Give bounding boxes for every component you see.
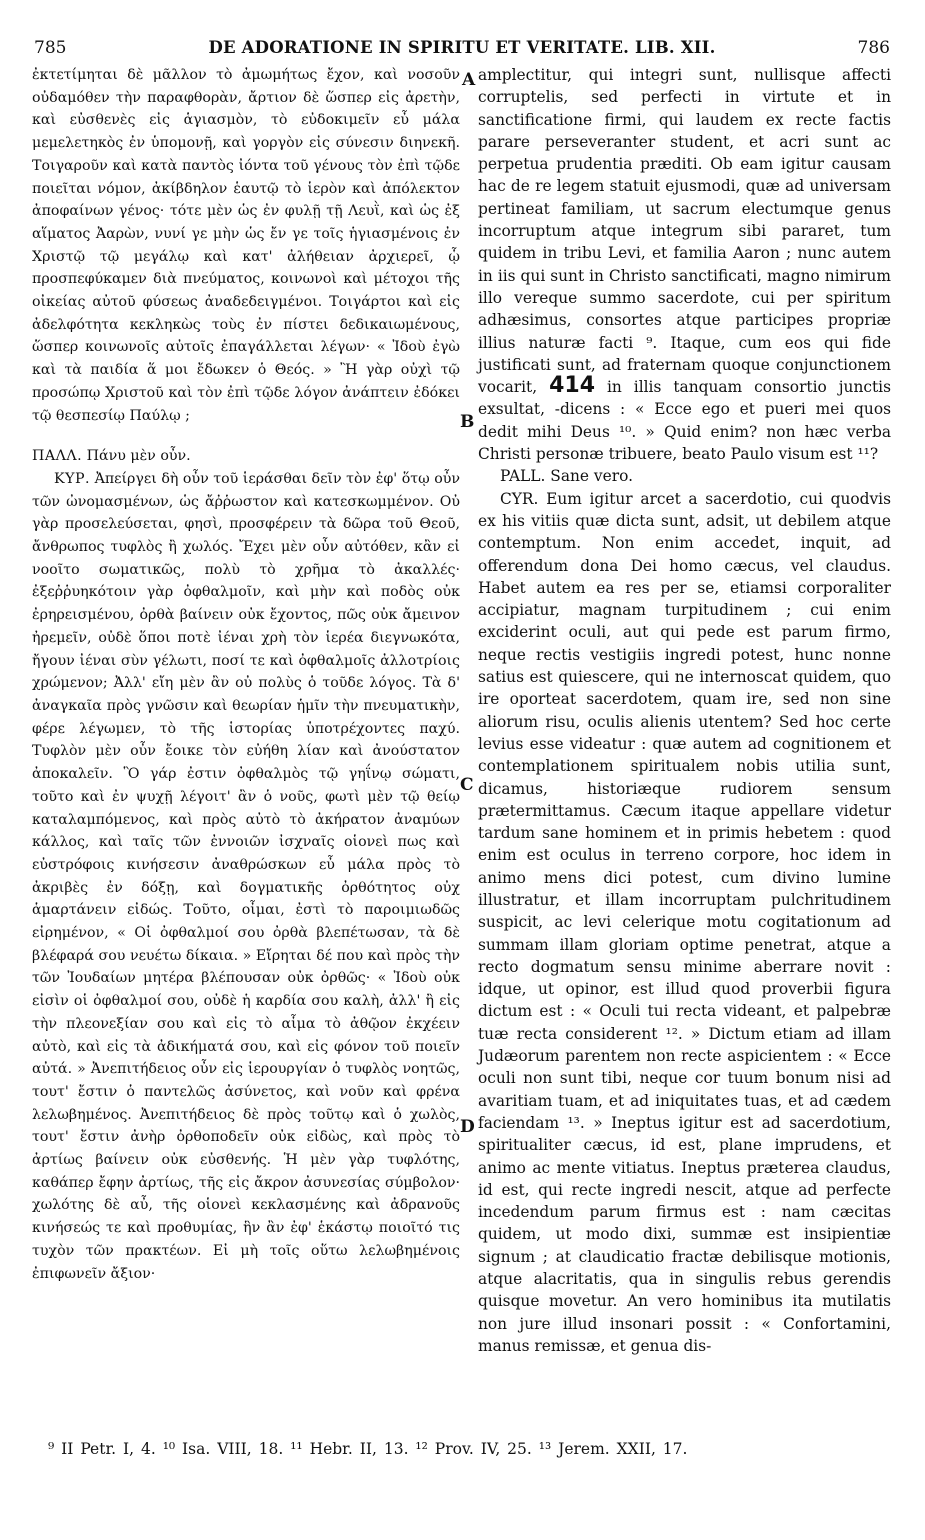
greek-speaker-cyr: ΚΥΡ.: [54, 470, 91, 487]
section-mark-a: A: [462, 70, 476, 90]
latin-body: Eum igitur arcet a sacerdotio, cui quodvis ex his vitiis quæ dicta sunt, adsit, ut debilem atque contemptum. Non enim accedet, inquit, ad offerendum dona Dei homo cæcus, vel claudus. Habet autem ea res per se, etiamsi corporaliter accipiatur, magnam turpitudinem ; cui enim exciderint oculi, aut qui pede est parum firmo, neque rectis vestigiis ingredi potest, hunc nonne satius est quiescere, qui ne internoscat quidem, quo ire oporteat sacerdotem, quam ire, sed non sine aliorum risu, oculis alienis utentem? Sed hoc certe levius esse videatur : quæ autem ad cognitionem et contemplationem spiritualem nobis utilia sunt, dicamus, historiæque rudiorem sensum prætermittamus. Cæcum itaque appellare videtur tardum sane hominem et in primis hebetem : quod enim est oculus in terreno corpore, hoc idem in animo mens dici potest, cum divino lumine illustratur, et illam incorruptam pulchritudinem suspicit, ac levi celerique motu cogitationum ad summam illam gloriam optime penetrat, atque a recto dogmatum sensu minime aberrare novit : idque, ut opinor, est illud quod proverbii figura dictum est : « Oculi tui recta videant, et palpebræ tuæ recta considerent ¹². » Dictum etiam ad illam Judæorum parentem non recte aspicientem : « Ecce oculi non sunt tibi, neque cor tuum bonum nisi ad avaritiam tuam, et ad iniquitates tuas, et ad cædem faciendam ¹³. » Ineptus igitur est ad sacerdotium, spiritualiter cæcus, id est, plane imprudens, et animo ac mente vitiatus. Ineptus præterea claudus, id est, qui recte ingredi nescit, atque ad perfecte incedendum parum firmus est : nam cæcitas quidem, ut modo dixi, summæ est insipientiæ signum ; at claudicatio fractæ debilisque motionis, atque alacritatis, qua in singulis rebus gerendis quisque movetur. An vero hominibus ita mutilatis non jure illud insonari possit : « Confortamini, manus remissæ, et genua dis-: [478, 489, 891, 1355]
greek-paragraph-2: [32, 445, 460, 468]
latin-speaker-pall: PALL.: [500, 467, 546, 486]
latin-reply: Sane vero.: [550, 467, 633, 486]
page-number-left: 785: [34, 38, 67, 58]
latin-paragraph-1: [478, 64, 891, 465]
page-header: [34, 38, 890, 64]
section-mark-c: C: [460, 775, 474, 795]
page-number-right: 786: [857, 38, 890, 58]
running-title: DE ADORATIONE IN SPIRITU ET VERITATE. LIB. XII.: [208, 38, 716, 57]
latin-text-1a: amplectitur, qui integri sunt, nullisque affecti corruptelis, sed perfecti in virtute et in sanctificatione firmi, qui laudem ex recte factis parare perseveranter student, et acri sunt ac perpetua prudentia præditi. Ob eam igitur causam hac de re legem statuit ejusmodi, quæ ad universam pertineat familiam, ut sacrum electumque genus incorruptum atque integrum sibi pararet, tum quidem in tribu Levi, et familia Aaron ; nunc autem in iis qui sunt in Christo sanctificati, magno nimirum illo vereque summo sacerdote, cui per spiritum adhæsimus, consortes atque participes propriæ illius naturæ facti ⁹. Itaque, cum eos qui fide justificati sunt, ad fraternam quoque conjunctionem vocarit,: [478, 66, 891, 397]
latin-paragraph-3: [478, 488, 891, 1358]
greek-paragraph-3: [32, 468, 460, 1285]
section-mark-b: B: [460, 412, 475, 432]
latin-column: [478, 64, 891, 1357]
latin-paragraph-2: [478, 465, 891, 487]
greek-reply: Πάνυ μὲν οὖν.: [86, 448, 191, 465]
section-mark-d: D: [460, 1117, 475, 1137]
greek-column: [32, 64, 460, 1285]
marginal-number: 414: [549, 373, 596, 399]
greek-paragraph-1: ἐκτετίμηται δὲ μᾶλλον τὸ ἀμωμήτως ἔχον, καὶ νοσοῦν οὐδαμόθεν τὴν παραφθορὰν, ἄρτιον δὲ ὥσπερ εἰς ἀρετὴν, καὶ εὐσθενὲς εἰς ἁγιασμὸν, τὸ εὐδοκιμεῖν εὖ μάλα μεμελετηκὸς ἐν ὑπομονῇ, καὶ γοργὸν εἰς σύνεσιν διηνεκῆ. Τοιγαροῦν καὶ κατὰ παντὸς ἰόντα τοῦ γένους τὸν ἐπὶ τῷδε ποιεῖται νόμον, ἀκίβδηλον ἑαυτῷ τὸ ἱερὸν καὶ ἀπόλεκτον ἀποφαίνων γένος· τότε μὲν ὡς ἐν φυλῇ τῇ Λευῒ, καὶ ὡς ἐξ αἵματος Ἀαρὼν, νυνί γε μὴν ὡς ἔν γε τοῖς ἡγιασμένοις ἐν Χριστῷ τῷ μεγάλῳ καὶ κατ' ἀλήθειαν ἀρχιερεῖ, ᾧ προσπεφύκαμεν διὰ πνεύματος, κοινωνοὶ καὶ μέτοχοι τῆς οἰκείας αὐτοῦ φύσεως ἀναδεδειγμένοι. Τοιγάρτοι καὶ εἰς ἀδελφότητα κεκληκὼς τοὺς ἐν πίστει δεδικαιωμένους, ὥσπερ κοινωνοῖς αὐτοῖς ἐπαγάλλεται λέγων· « Ἰδοὺ ἐγὼ καὶ τὰ παιδία ἅ μοι ἔδωκεν ὁ Θεός. » Ἢ γὰρ οὐχὶ τῷ προσώπῳ Χριστοῦ καὶ τὸν ἐπὶ τῷδε λόγον ἀνάπτειν ἐδόκει τῷ θεσπεσίῳ Παύλῳ ;: [32, 67, 460, 424]
latin-text-1b: in illis tanquam consortio junctis exsultat, -dicens : « Ecce ego et pueri mei quos dedit mihi Deus ¹⁰. » Quid enim? non hæc verba Christi personæ tribuere, beato Paulo visum est ¹¹?: [478, 378, 891, 464]
footnotes: ⁹ II Petr. I, 4. ¹⁰ Isa. VIII, 18. ¹¹ Hebr. II, 13. ¹² Prov. IV, 25. ¹³ Jerem. XXII, 17.: [48, 1440, 688, 1458]
latin-speaker-cyr: CYR.: [500, 489, 539, 508]
greek-speaker-pall: ΠΑΛΛ.: [32, 448, 83, 465]
greek-body: Ἀπείργει δὴ οὖν τοῦ ἱεράσθαι δεῖν τὸν ἐφ' ὅτῳ οὖν τῶν ὠνομασμένων, ὡς ἄῤῥωστον καὶ κατεσκωμμένον. Οὐ γὰρ προσελεύσεται, φησὶ, προσφέρειν τὰ δῶρα τοῦ Θεοῦ, ἄνθρωπος τυφλὸς ἢ χωλός. Ἔχει μὲν οὖν αὐτόθεν, κἂν εἰ νοοῖτο σωματικῶς, πολὺ τὸ χρῆμα τὸ ἀκαλλές· ἐξεῤῥυηκότοιν γὰρ ὀφθαλμοῖν, καὶ μὴν καὶ ποδὸς οὐκ ἐρηρεισμένου, ὀρθὰ βαίνειν οὐκ ἔχοντος, πῶς οὐκ ἄμεινον ἠρεμεῖν, οὐδὲ ὅποι ποτὲ ἰέναι χρὴ τὸν ἱερέα διεγνωκότα, ἤγουν ἰέναι σὺν γέλωτι, ποσί τε καὶ ὀφθαλμοῖς ἀλλοτρίοις χρώμενον; Ἀλλ' εἴη μὲν ἂν οὐ πολὺς ὁ τοῦδε λόγος. Τὰ δ' ἀναγκαῖα πρὸς γνῶσιν καὶ θεωρίαν ἡμῖν τὴν πνευματικὴν, φέρε λέγωμεν, τὸ τῆς ἱστορίας ὑποτρέχοντες παχύ. Τυφλὸν μὲν οὖν ἔοικε τὸν εὐήθη λίαν καὶ ἀνούστατον ἀποκαλεῖν. Ὃ γάρ ἐστιν ὀφθαλμὸς τῷ γηΐνῳ σώματι, τοῦτο καὶ ἐν ψυχῇ λέγοιτ' ἂν ὁ νοῦς, φωτὶ μὲν τῷ θείῳ καταλαμπόμενος, καὶ πρὸς αὐτὸ τὸ ἀκήρατον ἀναμύων κάλλος, καὶ ταῖς τῶν ἐννοιῶν ἰσχναῖς οἱονεὶ πως καὶ εὐστρόφοις κινήσεσιν ἀναθρώσκων εὖ μάλα πρὸς τὸ ἀκριβὲς ἐν δόξῃ, καὶ δογματικῆς ὀρθότητος οὐχ ἁμαρτάνειν εἰδώς. Τοῦτο, οἶμαι, ἐστὶ τὸ παροιμιωδῶς εἰρημένον, « Οἱ ὀφθαλμοί σου ὀρθὰ βλεπέτωσαν, τὰ δὲ βλέφαρά σου νευέτω δίκαια. » Εἴρηται δέ που καὶ πρὸς τὴν τῶν Ἰουδαίων μητέρα βλέπουσαν οὐκ ὀρθῶς· « Ἰδοὺ οὐκ εἰσὶν οἱ ὀφθαλμοί σου, οὐδὲ ἡ καρδία σου καλὴ, ἀλλ' ἢ εἰς τὴν πλεονεξίαν σου καὶ εἰς τὸ αἷμα τὸ ἀθῷον ἐκχέειν αὐτὸ, καὶ εἰς τὰ ἀδικήματά σου, καὶ εἰς φόνον τοῦ ποιεῖν αὐτά. » Ἀνεπιτήδειος οὖν εἰς ἱερουργίαν ὁ τυφλὸς νοητῶς, τουτ' ἔστιν ὁ παντελῶς ἀσύνετος, καὶ νοῦν καὶ φρένα λελωβημένος. Ἀνεπιτήδειος δὲ πρὸς τοῦτῳ καὶ ὁ χωλὸς, τουτ' ἔστιν ἀνὴρ ὀρθοποδεῖν οὐκ εἰδὼς, καὶ πρὸς τὸ ἀρτίως βαίνειν οὐκ εὐσθενής. Ἡ μὲν γὰρ τυφλότης, καθάπερ ἔφην ἀρτίως, τῆς εἰς ἄκρον ἀσυνεσίας σύμβολον· χωλότης δὲ αὖ, τῆς οἱονεὶ κεκλασμένης καὶ ἀδρανοῦς κινήσεώς τε καὶ προθυμίας, ἣν ἂν ἐφ' ἑκάστῳ ποιοῖτό τις τυχὸν τῶν πρακτέων. Εἰ μὴ τοῖς οὕτω λελωβημένοις ἐπιφωνεῖν ἄξιον·: [32, 470, 460, 1282]
